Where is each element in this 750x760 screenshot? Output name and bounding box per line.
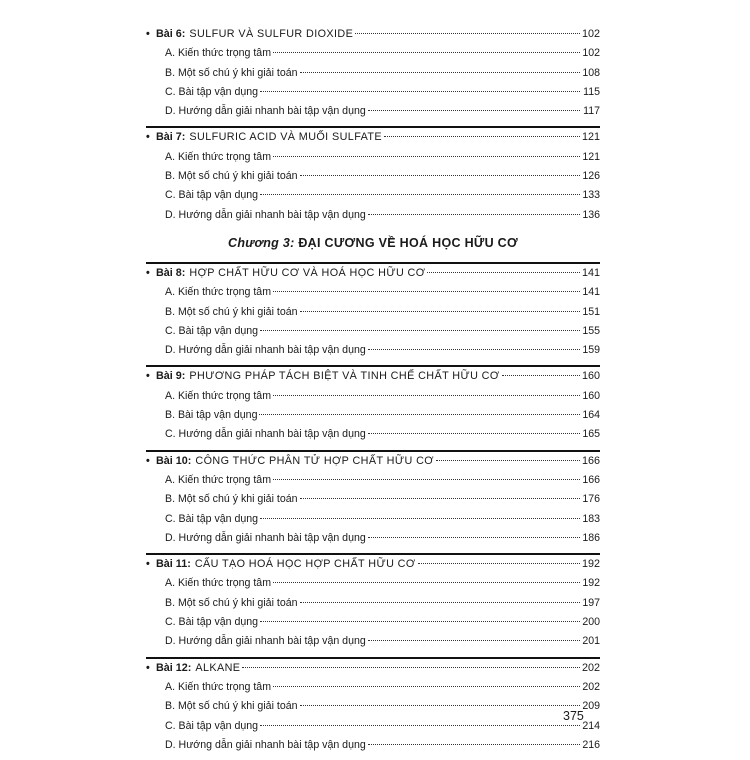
dot-leader <box>368 349 580 350</box>
toc-entry[interactable] <box>146 387 600 406</box>
dot-leader <box>355 33 580 34</box>
dot-leader <box>300 602 581 603</box>
entry-label: A. Kiến thức trọng tâm <box>165 680 272 693</box>
lesson-page: 160 <box>581 370 600 383</box>
entry-page: 200 <box>582 616 600 629</box>
entry-page: 115 <box>583 85 600 98</box>
lesson-number: Bài 6: <box>156 28 186 40</box>
toc-entry[interactable] <box>146 490 600 509</box>
toc-entry[interactable] <box>146 425 600 444</box>
entry-label: A. Kiến thức trọng tâm <box>165 473 272 486</box>
entry-label: B. Một số chú ý khi giải toán <box>165 596 298 609</box>
table-of-contents <box>146 25 600 760</box>
entry-label: A. Kiến thức trọng tâm <box>165 389 272 402</box>
chapter-title: ĐẠI CƯƠNG VỀ HOÁ HỌC HỮU CƠ <box>298 235 518 250</box>
entry-label: D. Hướng dẫn giải nhanh bài tập vận dụng <box>165 344 366 357</box>
entry-label: A. Kiến thức trọng tâm <box>165 150 272 163</box>
lesson-block <box>146 126 600 224</box>
lesson-block <box>146 450 600 548</box>
lesson-number: Bài 7: <box>156 131 186 144</box>
lesson-number: Bài 9: <box>156 370 186 383</box>
dot-leader <box>273 479 580 480</box>
entry-page: 186 <box>582 531 600 544</box>
toc-entry[interactable] <box>146 471 600 490</box>
dot-leader <box>368 744 580 745</box>
lesson-title: SULFUR VÀ SULFUR DIOXIDE <box>189 28 354 40</box>
dot-leader <box>273 156 580 157</box>
entry-page: 183 <box>582 512 600 525</box>
entry-page: 165 <box>582 428 600 441</box>
lesson-block <box>146 25 600 121</box>
entry-page: 216 <box>582 738 600 751</box>
page-number: 375 <box>563 709 584 723</box>
lesson-block <box>146 365 600 444</box>
toc-entry[interactable] <box>146 322 600 341</box>
lesson-page: 166 <box>581 454 600 467</box>
toc-entry[interactable] <box>146 678 600 697</box>
dot-leader <box>273 291 580 292</box>
entry-label: D. Hướng dẫn giải nhanh bài tập vận dụng <box>165 635 366 648</box>
toc-entry[interactable] <box>146 167 600 186</box>
dot-leader <box>436 460 580 461</box>
entry-page: 201 <box>582 635 600 648</box>
dot-leader <box>368 433 580 434</box>
entry-page: 126 <box>582 170 600 183</box>
lesson-heading[interactable] <box>146 367 600 386</box>
toc-entry[interactable] <box>146 594 600 613</box>
dot-leader <box>384 136 580 137</box>
lesson-title: CẤU TẠO HOÁ HỌC HỢP CHẤT HỮU CƠ <box>194 558 416 571</box>
entry-page: 209 <box>582 700 600 713</box>
dot-leader <box>273 582 580 583</box>
toc-entry[interactable] <box>146 148 600 167</box>
entry-page: 121 <box>582 150 600 163</box>
lesson-title: SULFURIC ACID VÀ MUỐI SULFATE <box>189 131 382 144</box>
toc-entry[interactable] <box>146 574 600 593</box>
lesson-page: 102 <box>581 28 600 40</box>
entry-page: 176 <box>582 493 600 506</box>
toc-entry[interactable] <box>146 736 600 755</box>
dot-leader <box>260 518 580 519</box>
dot-leader <box>260 91 580 92</box>
entry-page: 166 <box>582 473 600 486</box>
lesson-heading[interactable] <box>146 25 600 44</box>
dot-leader <box>368 110 580 111</box>
entry-label: C. Bài tập vận dụng <box>165 719 259 732</box>
chapter-heading <box>146 230 600 256</box>
bullet-icon: • <box>146 131 150 144</box>
toc-entry[interactable] <box>146 697 600 716</box>
dot-leader <box>427 272 580 273</box>
dot-leader <box>273 686 580 687</box>
entry-page: 108 <box>582 66 600 79</box>
entry-page: 160 <box>582 389 600 402</box>
toc-entry[interactable] <box>146 206 600 225</box>
lesson-title: HỢP CHẤT HỮU CƠ VÀ HOÁ HỌC HỮU CƠ <box>189 266 426 279</box>
lesson-heading[interactable] <box>146 555 600 574</box>
dot-leader <box>300 72 581 73</box>
chapter-label: Chương 3: <box>228 235 295 250</box>
toc-entry[interactable] <box>146 102 600 121</box>
entry-page: 151 <box>582 305 600 318</box>
entry-label: C. Bài tập vận dụng <box>165 616 259 629</box>
entry-label: D. Hướng dẫn giải nhanh bài tập vận dụng <box>165 738 366 751</box>
lesson-heading[interactable] <box>146 452 600 471</box>
lesson-heading[interactable] <box>146 264 600 283</box>
bullet-icon: • <box>146 266 150 279</box>
dot-leader <box>273 395 580 396</box>
bullet-icon: • <box>146 28 150 40</box>
lesson-page: 192 <box>581 558 600 571</box>
dot-leader <box>418 563 580 564</box>
toc-entry[interactable] <box>146 341 600 360</box>
dot-leader <box>273 52 580 53</box>
toc-entry[interactable] <box>146 303 600 322</box>
lesson-page: 202 <box>581 661 600 674</box>
lesson-number: Bài 12: <box>156 661 192 674</box>
entry-label: C. Bài tập vận dụng <box>165 512 259 525</box>
lesson-heading[interactable] <box>146 128 600 147</box>
lesson-title: ALKANE <box>195 661 241 674</box>
entry-page: 155 <box>582 324 600 337</box>
dot-leader <box>368 537 580 538</box>
lesson-heading[interactable] <box>146 659 600 678</box>
dot-leader <box>242 667 580 668</box>
entry-label: B. Một số chú ý khi giải toán <box>165 305 298 318</box>
dot-leader <box>300 705 581 706</box>
dot-leader <box>300 175 581 176</box>
bullet-icon: • <box>146 454 150 467</box>
entry-label: B. Bài tập vận dụng <box>165 409 258 422</box>
entry-label: C. Hướng dẫn giải nhanh bài tập vận dụng <box>165 428 366 441</box>
entry-label: A. Kiến thức trọng tâm <box>165 47 272 60</box>
entry-label: B. Một số chú ý khi giải toán <box>165 66 298 79</box>
entry-page: 214 <box>582 719 600 732</box>
entry-page: 192 <box>582 577 600 590</box>
entry-page: 102 <box>582 47 600 60</box>
bullet-icon: • <box>146 370 150 383</box>
lesson-number: Bài 10: <box>156 454 192 467</box>
lesson-block <box>146 262 600 360</box>
bullet-icon: • <box>146 558 150 571</box>
entry-page: 164 <box>582 409 600 422</box>
toc-entry[interactable] <box>146 83 600 102</box>
entry-page: 133 <box>582 189 600 202</box>
dot-leader <box>260 194 580 195</box>
entry-page: 117 <box>583 105 600 118</box>
dot-leader <box>368 640 580 641</box>
entry-page: 136 <box>582 208 600 221</box>
entry-label: B. Một số chú ý khi giải toán <box>165 700 298 713</box>
toc-entry[interactable] <box>146 186 600 205</box>
toc-entry[interactable] <box>146 406 600 425</box>
entry-page: 141 <box>582 286 600 299</box>
lesson-page: 121 <box>581 131 600 144</box>
entry-page: 159 <box>582 344 600 357</box>
toc-entry[interactable] <box>146 529 600 548</box>
entry-label: A. Kiến thức trọng tâm <box>165 286 272 299</box>
entry-page: 197 <box>582 596 600 609</box>
toc-entry[interactable] <box>146 717 600 736</box>
entry-label: A. Kiến thức trọng tâm <box>165 577 272 590</box>
dot-leader <box>260 725 580 726</box>
dot-leader <box>502 375 580 376</box>
toc-entry[interactable] <box>146 44 600 63</box>
dot-leader <box>300 311 581 312</box>
toc-entry[interactable] <box>146 632 600 651</box>
dot-leader <box>260 330 580 331</box>
entry-label: C. Bài tập vận dụng <box>165 85 259 98</box>
lesson-title: PHƯƠNG PHÁP TÁCH BIỆT VÀ TINH CHẾ CHẤT HỮU CƠ <box>189 370 500 383</box>
lesson-number: Bài 11: <box>156 558 191 571</box>
toc-entry[interactable] <box>146 613 600 632</box>
toc-entry[interactable] <box>146 283 600 302</box>
lesson-number: Bài 8: <box>156 266 186 279</box>
dot-leader <box>260 621 580 622</box>
entry-label: B. Một số chú ý khi giải toán <box>165 170 298 183</box>
lesson-page: 141 <box>581 266 600 279</box>
entry-label: C. Bài tập vận dụng <box>165 324 259 337</box>
toc-entry[interactable] <box>146 64 600 83</box>
toc-entry[interactable] <box>146 510 600 529</box>
dot-leader <box>259 414 580 415</box>
entry-label: D. Hướng dẫn giải nhanh bài tập vận dụng <box>165 208 366 221</box>
lesson-title: CÔNG THỨC PHÂN TỬ HỢP CHẤT HỮU CƠ <box>195 454 434 467</box>
entry-label: B. Một số chú ý khi giải toán <box>165 493 298 506</box>
dot-leader <box>368 214 580 215</box>
entry-label: D. Hướng dẫn giải nhanh bài tập vận dụng <box>165 531 366 544</box>
entry-label: D. Hướng dẫn giải nhanh bài tập vận dụng <box>165 105 366 118</box>
bullet-icon: • <box>146 661 150 674</box>
lesson-block <box>146 553 600 651</box>
entry-label: C. Bài tập vận dụng <box>165 189 259 202</box>
lesson-block <box>146 657 600 755</box>
entry-page: 202 <box>582 680 600 693</box>
dot-leader <box>300 498 581 499</box>
